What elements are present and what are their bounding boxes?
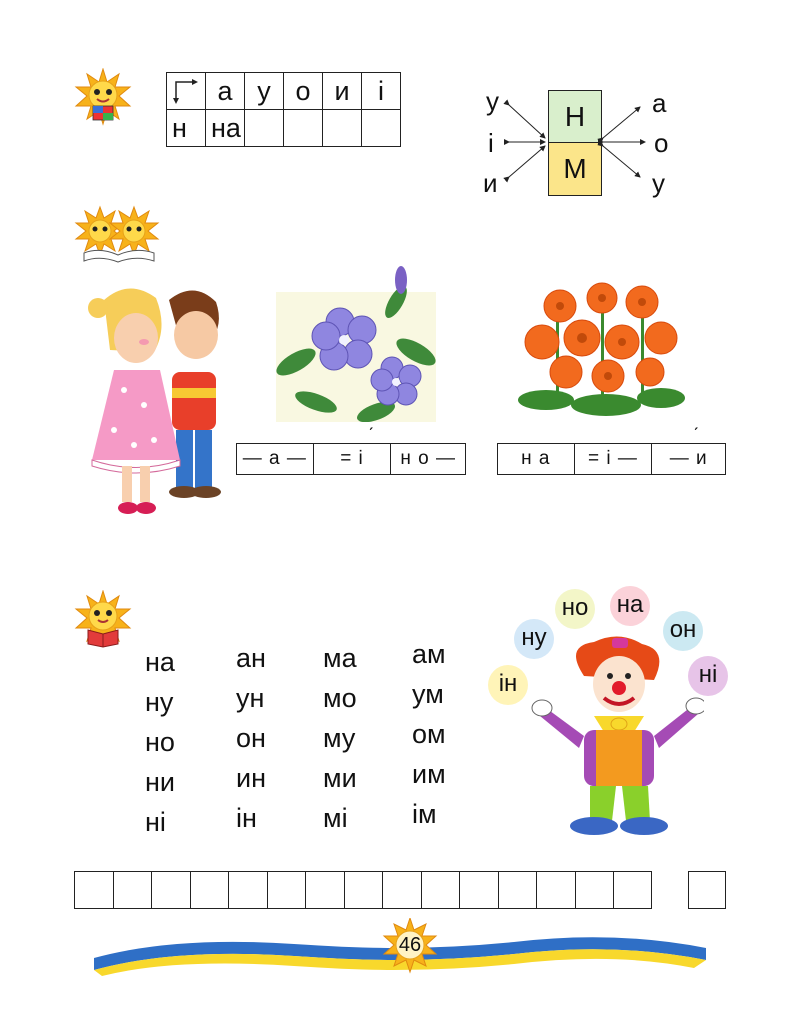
table-cell: на <box>206 110 245 147</box>
syllable: но <box>145 727 175 757</box>
vowel-left: у <box>486 86 499 116</box>
stress-mark: ˊ <box>368 425 374 445</box>
scheme-cell: н а <box>498 444 575 474</box>
answer-cell[interactable] <box>305 871 344 909</box>
sunflower-reading-icon <box>74 590 132 648</box>
syllable-column <box>236 638 306 838</box>
syllable-bubble: но <box>555 589 595 629</box>
sunflowers-book-icon <box>74 205 162 263</box>
answer-cell[interactable] <box>151 871 190 909</box>
answer-cell[interactable] <box>344 871 383 909</box>
syllable: ні <box>145 807 166 837</box>
answer-cell-extra[interactable] <box>688 871 726 909</box>
syllable-bubble: он <box>663 611 703 651</box>
marigold-illustration <box>516 280 686 420</box>
vowel-arrows <box>495 95 655 185</box>
sunflower-cube-icon <box>74 68 132 126</box>
answer-cell[interactable] <box>190 871 229 909</box>
syllable: мо <box>323 683 357 713</box>
scheme-cell: н о — <box>400 448 456 469</box>
answer-cell[interactable] <box>74 871 113 909</box>
answer-cell[interactable] <box>228 871 267 909</box>
syllable: ам <box>412 639 446 669</box>
syllable: ма <box>323 643 357 673</box>
syllable-column <box>145 642 215 842</box>
table-cell: а <box>206 73 245 110</box>
syllable: ум <box>412 679 444 709</box>
table-cell: и <box>323 73 362 110</box>
answer-cell[interactable] <box>498 871 537 909</box>
vowel-left: і <box>488 128 494 158</box>
table-cell: і <box>362 73 401 110</box>
word-scheme-right <box>497 443 726 475</box>
turn-arrow-icon <box>170 76 200 106</box>
letter-box-top: Н <box>548 90 602 144</box>
children-illustration <box>84 280 229 525</box>
table-cell: у <box>245 73 284 110</box>
answer-cell[interactable] <box>267 871 306 909</box>
answer-cell[interactable] <box>575 871 614 909</box>
syllable-bubble: ін <box>488 665 528 705</box>
word-scheme-left <box>236 443 466 475</box>
syllable: ан <box>236 643 266 673</box>
syllable: ін <box>236 803 257 833</box>
table-cell[interactable] <box>323 110 362 147</box>
syllable: ім <box>412 799 437 829</box>
answer-boxes[interactable] <box>74 871 652 909</box>
vowel-right: о <box>654 128 669 158</box>
periwinkle-illustration <box>276 262 436 422</box>
answer-cell[interactable] <box>613 871 652 909</box>
clown-illustration <box>524 636 704 841</box>
table-cell[interactable] <box>245 110 284 147</box>
syllable: ун <box>236 683 265 713</box>
syllable: мі <box>323 803 348 833</box>
answer-cell[interactable] <box>536 871 575 909</box>
syllable: му <box>323 723 356 753</box>
vowel-left: и <box>483 168 498 198</box>
syllable: он <box>236 723 266 753</box>
scheme-cell: = і <box>314 444 392 474</box>
syllable-column <box>323 638 393 838</box>
table-cell[interactable] <box>362 110 401 147</box>
scheme-cell: = і — <box>575 444 653 474</box>
syllable-bubble: на <box>610 586 650 626</box>
table-cell[interactable] <box>284 110 323 147</box>
syllable-bubble: ні <box>688 656 728 696</box>
table-cell: о <box>284 73 323 110</box>
syllable-column <box>412 634 482 834</box>
syllable: ни <box>145 767 175 797</box>
page-number: 46 <box>398 934 422 956</box>
syllable: ом <box>412 719 446 749</box>
vowel-right: а <box>652 88 667 118</box>
syllable: ин <box>236 763 266 793</box>
scheme-cell: — и <box>669 448 708 469</box>
answer-cell[interactable] <box>382 871 421 909</box>
answer-cell[interactable] <box>421 871 460 909</box>
syllable: им <box>412 759 446 789</box>
table-cell: н <box>167 110 206 147</box>
answer-cell[interactable] <box>113 871 152 909</box>
table-arrow-cell <box>167 73 206 110</box>
answer-cell[interactable] <box>459 871 498 909</box>
syllable-bubble: ну <box>514 619 554 659</box>
syllable: на <box>145 647 175 677</box>
vowel-right: у <box>652 168 665 198</box>
letter-box-bottom: М <box>548 142 602 196</box>
scheme-cell: — а — <box>237 444 314 474</box>
syllable: ну <box>145 687 174 717</box>
stress-mark: ˊ <box>693 425 699 445</box>
syllable-table <box>166 72 401 147</box>
syllable: ми <box>323 763 357 793</box>
